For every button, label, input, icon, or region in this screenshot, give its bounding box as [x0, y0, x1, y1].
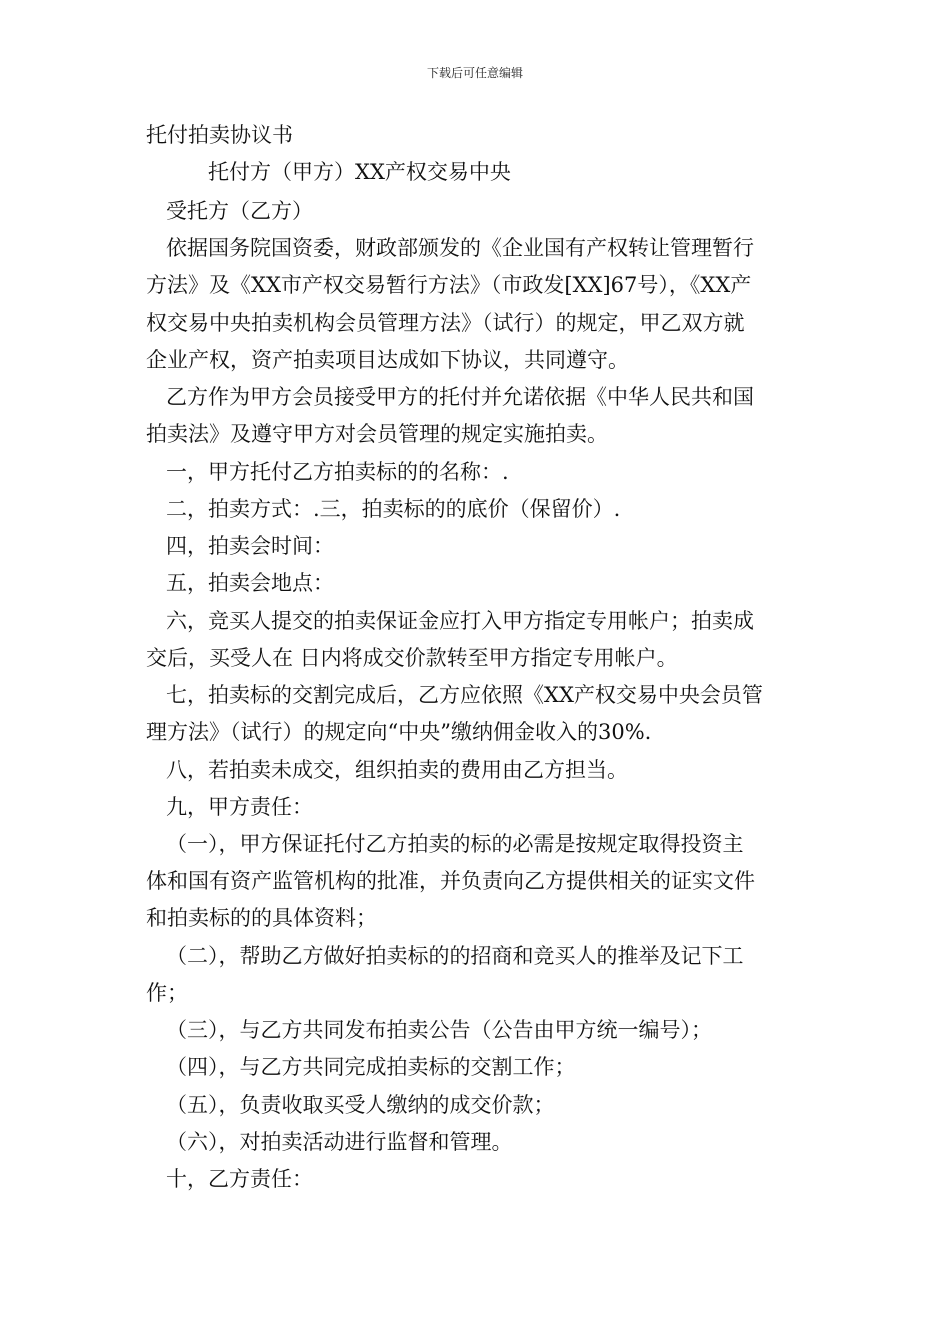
- clause-line: 六，竞买人提交的拍卖保证金应打入甲方指定专用帐户；拍卖成: [166, 609, 754, 633]
- sub-clause-line: （三），与乙方共同发布拍卖公告（公告由甲方统一编号）；: [166, 1018, 712, 1042]
- clause-line: 一，甲方托付乙方拍卖标的的名称：.: [166, 460, 509, 484]
- document-title: 托付拍卖协议书: [146, 123, 293, 147]
- paragraph-line: 方法》及《XX市产权交易暂行方法》（市政发[XX]67号），《XX产: [146, 273, 752, 297]
- clause-line: 十，乙方责任：: [166, 1167, 313, 1191]
- sub-clause-line: （四），与乙方共同完成拍卖标的交割工作；: [166, 1055, 576, 1079]
- clause-line: 理方法》（试行）的规定向“中央”缴纳佣金收入的30%.: [146, 720, 652, 744]
- party-b-line: 受托方（乙方）: [166, 199, 313, 223]
- clause-line: 交后，买受人在 日内将成交价款转至甲方指定专用帐户。: [146, 646, 678, 670]
- clause-line: 七，拍卖标的交割完成后，乙方应依照《XX产权交易中央会员管: [166, 683, 763, 707]
- sub-clause-line: （五），负责收取买受人缴纳的成交价款；: [166, 1093, 555, 1117]
- paragraph-line: 依据国务院国资委，财政部颁发的《企业国有产权转让管理暂行: [166, 236, 754, 260]
- party-a-line: 托付方（甲方）XX产权交易中央: [208, 160, 511, 184]
- clause-line: 九，甲方责任：: [166, 795, 313, 819]
- clause-line: 四，拍卖会时间：: [166, 534, 334, 558]
- sub-clause-line: （六），对拍卖活动进行监督和管理。: [166, 1130, 513, 1154]
- paragraph-line: 拍卖法》及遵守甲方对会员管理的规定实施拍卖。: [146, 422, 608, 446]
- clause-line: 八，若拍卖未成交，组织拍卖的费用由乙方担当。: [166, 758, 628, 782]
- sub-clause-line: 作；: [146, 981, 188, 1005]
- sub-clause-line: 体和国有资产监管机构的批准，并负责向乙方提供相关的证实文件: [146, 869, 755, 893]
- paragraph-line: 乙方作为甲方会员接受甲方的托付并允诺依据《中华人民共和国: [166, 385, 754, 409]
- clause-line: 五，拍卖会地点：: [166, 571, 334, 595]
- clause-line: 二，拍卖方式：.三，拍卖标的的底价（保留价）.: [166, 497, 621, 521]
- sub-clause-line: （一），甲方保证托付乙方拍卖的标的必需是按规定取得投资主: [166, 832, 744, 856]
- page-header: 下载后可任意编辑: [426, 66, 523, 80]
- sub-clause-line: （二），帮助乙方做好拍卖标的的招商和竞买人的推举及记下工: [166, 944, 744, 968]
- paragraph-line: 企业产权，资产拍卖项目达成如下协议，共同遵守。: [146, 348, 629, 372]
- sub-clause-line: 和拍卖标的的具体资料；: [146, 906, 377, 930]
- paragraph-line: 权交易中央拍卖机构会员管理方法》（试行）的规定，甲乙双方就: [146, 311, 745, 335]
